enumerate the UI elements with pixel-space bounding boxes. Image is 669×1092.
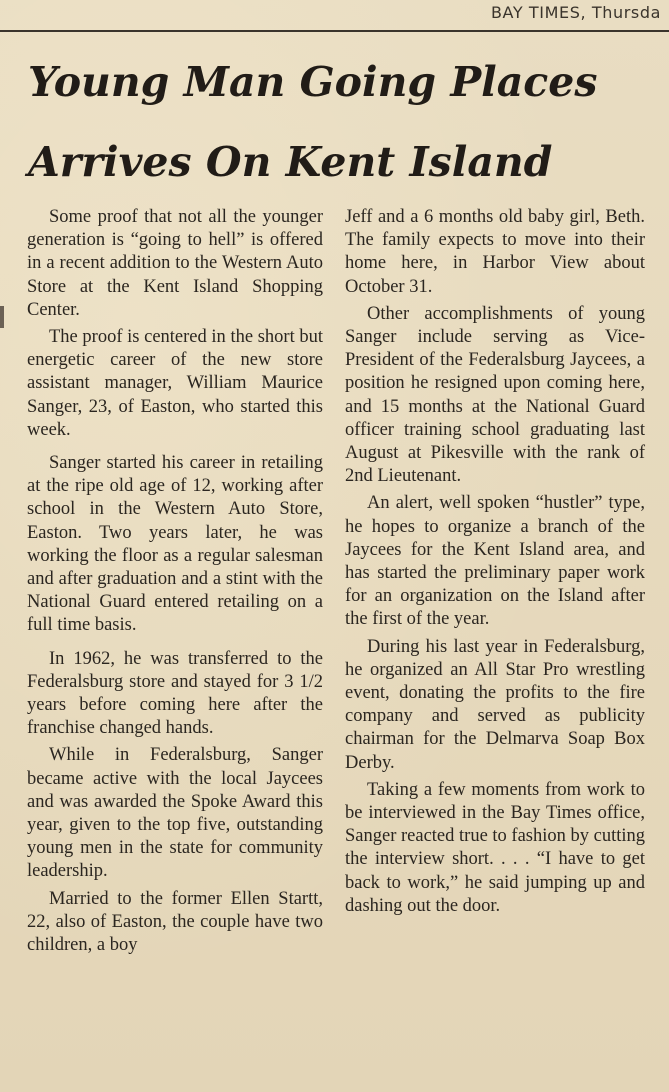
paragraph: Married to the former Ellen Startt, 22, also of Easton, the couple have two children, a boy [27, 888, 323, 956]
headline-line-1: Young Man Going Places [28, 58, 598, 106]
paragraph: The proof is centered in the short but energetic career of the new store assistant manager, William Maurice Sanger, 23, of Easton, who started this week. [27, 327, 323, 440]
margin-mark [0, 306, 4, 328]
paragraph: While in Federalsburg, Sanger became active with the local Jaycees and was awarded the Spoke Award this year, given to the top five, outstanding young men in the state for community leadership. [27, 745, 323, 882]
paragraph: Taking a few moments from work to be interviewed in the Bay Times office, Sanger reacted true to fashion by cutting the interview short. . . . “I have to get back to work,” he said jumping up and dashing out the door. [345, 779, 646, 916]
paragraph: During his last year in Federalsburg, he organized an All Star Pro wrestling event, donating the profits to the fire company and served as publicity chairman for the Delmarva Soap Box Derby. [345, 636, 645, 773]
paragraph: Sanger started his career in retailing at the ripe old age of 12, working after school in the Western Auto Store, Easton. Two years later, he was working the floor as a regular salesman and after graduation and a stint with the National Guard entered retailing on a full time basis. [27, 453, 323, 636]
headline [28, 42, 653, 202]
article-column-left [27, 206, 323, 961]
masthead: BAY TIMES, Thursda [490, 3, 661, 22]
paragraph: Jeff and a 6 months old baby girl, Beth. The family expects to move into their home here, in Harbor View about October 31. [345, 207, 645, 297]
paragraph: An alert, well spoken “hustler” type, he hopes to organize a branch of the Jaycees for the Kent Island area, and has started the preliminary paper work for an organization on the Island after the first of the year. [345, 493, 645, 630]
paragraph: Some proof that not all the younger generation is “going to hell” is offered in a recent addition to the Western Auto Store at the Kent Island Shopping Center. [27, 207, 323, 320]
paragraph: Other accomplishments of young Sanger include serving as Vice-President of the Federalsburg Jaycees, a position he resigned upon coming here, and 15 months at the National Guard officer training school graduating last August at Pikesville with the rank of 2nd Lieutenant. [345, 303, 645, 487]
masthead-rule [0, 30, 669, 32]
paragraph: In 1962, he was transferred to the Federalsburg store and stayed for 3 1/2 years before coming here after the franchise changed hands. [27, 648, 323, 739]
headline-line-2: Arrives On Kent Island [28, 138, 553, 186]
article-column-right [345, 206, 645, 922]
